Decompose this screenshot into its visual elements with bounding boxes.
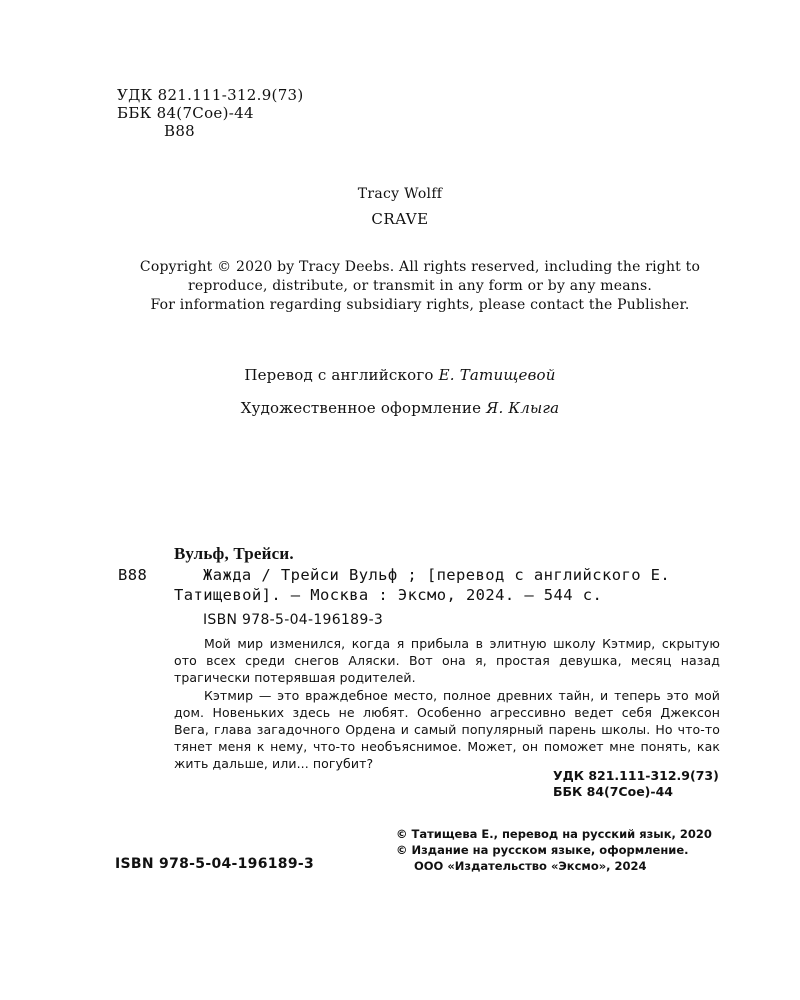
catalog-author-heading: Вульф, Трейси.: [174, 544, 294, 563]
design-prefix: Художественное оформление: [240, 399, 482, 417]
author-mark-code: В88: [164, 122, 196, 140]
original-title: CRAVE: [371, 210, 429, 228]
copyright-line-3: ООО «Издательство «Эксмо», 2024: [414, 859, 647, 873]
copyright-line-1: © Татищева Е., перевод на русский язык, 2020: [396, 827, 712, 841]
designer-name: Я. Клыга: [486, 399, 560, 417]
rights-line-2: reproduce, distribute, or transmit in any form or by any means.: [187, 278, 652, 294]
catalog-code: В88: [118, 566, 148, 584]
bbk-code-footer: ББК 84(7Сое)-44: [553, 784, 673, 799]
rights-statement: [110, 258, 730, 315]
translator-name: Е. Татищевой: [438, 366, 556, 384]
rights-line-3: For information regarding subsidiary rights, please contact the Publisher.: [150, 297, 690, 313]
catalog-line-2: Татищевой]. — Москва : Эксмо, 2024. — 544 с.: [174, 586, 603, 604]
copyright-line-2: © Издание на русском языке, оформление.: [396, 843, 689, 857]
isbn-footer: ISBN 978-5-04-196189-3: [115, 856, 315, 872]
annotation: [174, 635, 720, 773]
annotation-paragraph-1: Мой мир изменился, когда я прибыла в элитную школу Кэтмир, скрытую ото всех среди снегов Аляски. Вот она я, простая девушка, месяц назад трагически потерявшая родителей.: [174, 636, 720, 686]
catalog-line-1: Жажда / Трейси Вульф ; [перевод с английского Е.: [203, 566, 671, 584]
udk-code: УДК 821.111-312.9(73): [117, 86, 304, 104]
original-author: Tracy Wolff: [357, 186, 443, 202]
udk-code-footer: УДК 821.111-312.9(73): [553, 768, 719, 783]
bbk-code: ББК 84(7Сое)-44: [117, 104, 254, 122]
classification-header: [117, 86, 304, 140]
design-credit: [0, 399, 800, 417]
translation-prefix: Перевод с английского: [244, 366, 434, 384]
catalog-isbn: ISBN 978-5-04-196189-3: [203, 612, 384, 628]
annotation-paragraph-2: Кэтмир — это враждебное место, полное древних тайн, и теперь это мой дом. Новеньких здесь не любят. Особенно агрессивно ведет себя Джексон Вега, глава загадочного Ордена и самый популярный парень школы. Но что-то тянет меня к нему, что-то необъяснимое. Может, он поможет мне понять, как жить дальше, или... погубит?: [174, 687, 720, 772]
rights-line-1: Copyright © 2020 by Tracy Deebs. All rights reserved, including the right to: [139, 259, 701, 275]
copyright-block: [396, 826, 712, 874]
translation-credit: [0, 366, 800, 384]
classification-footer: [553, 768, 719, 800]
